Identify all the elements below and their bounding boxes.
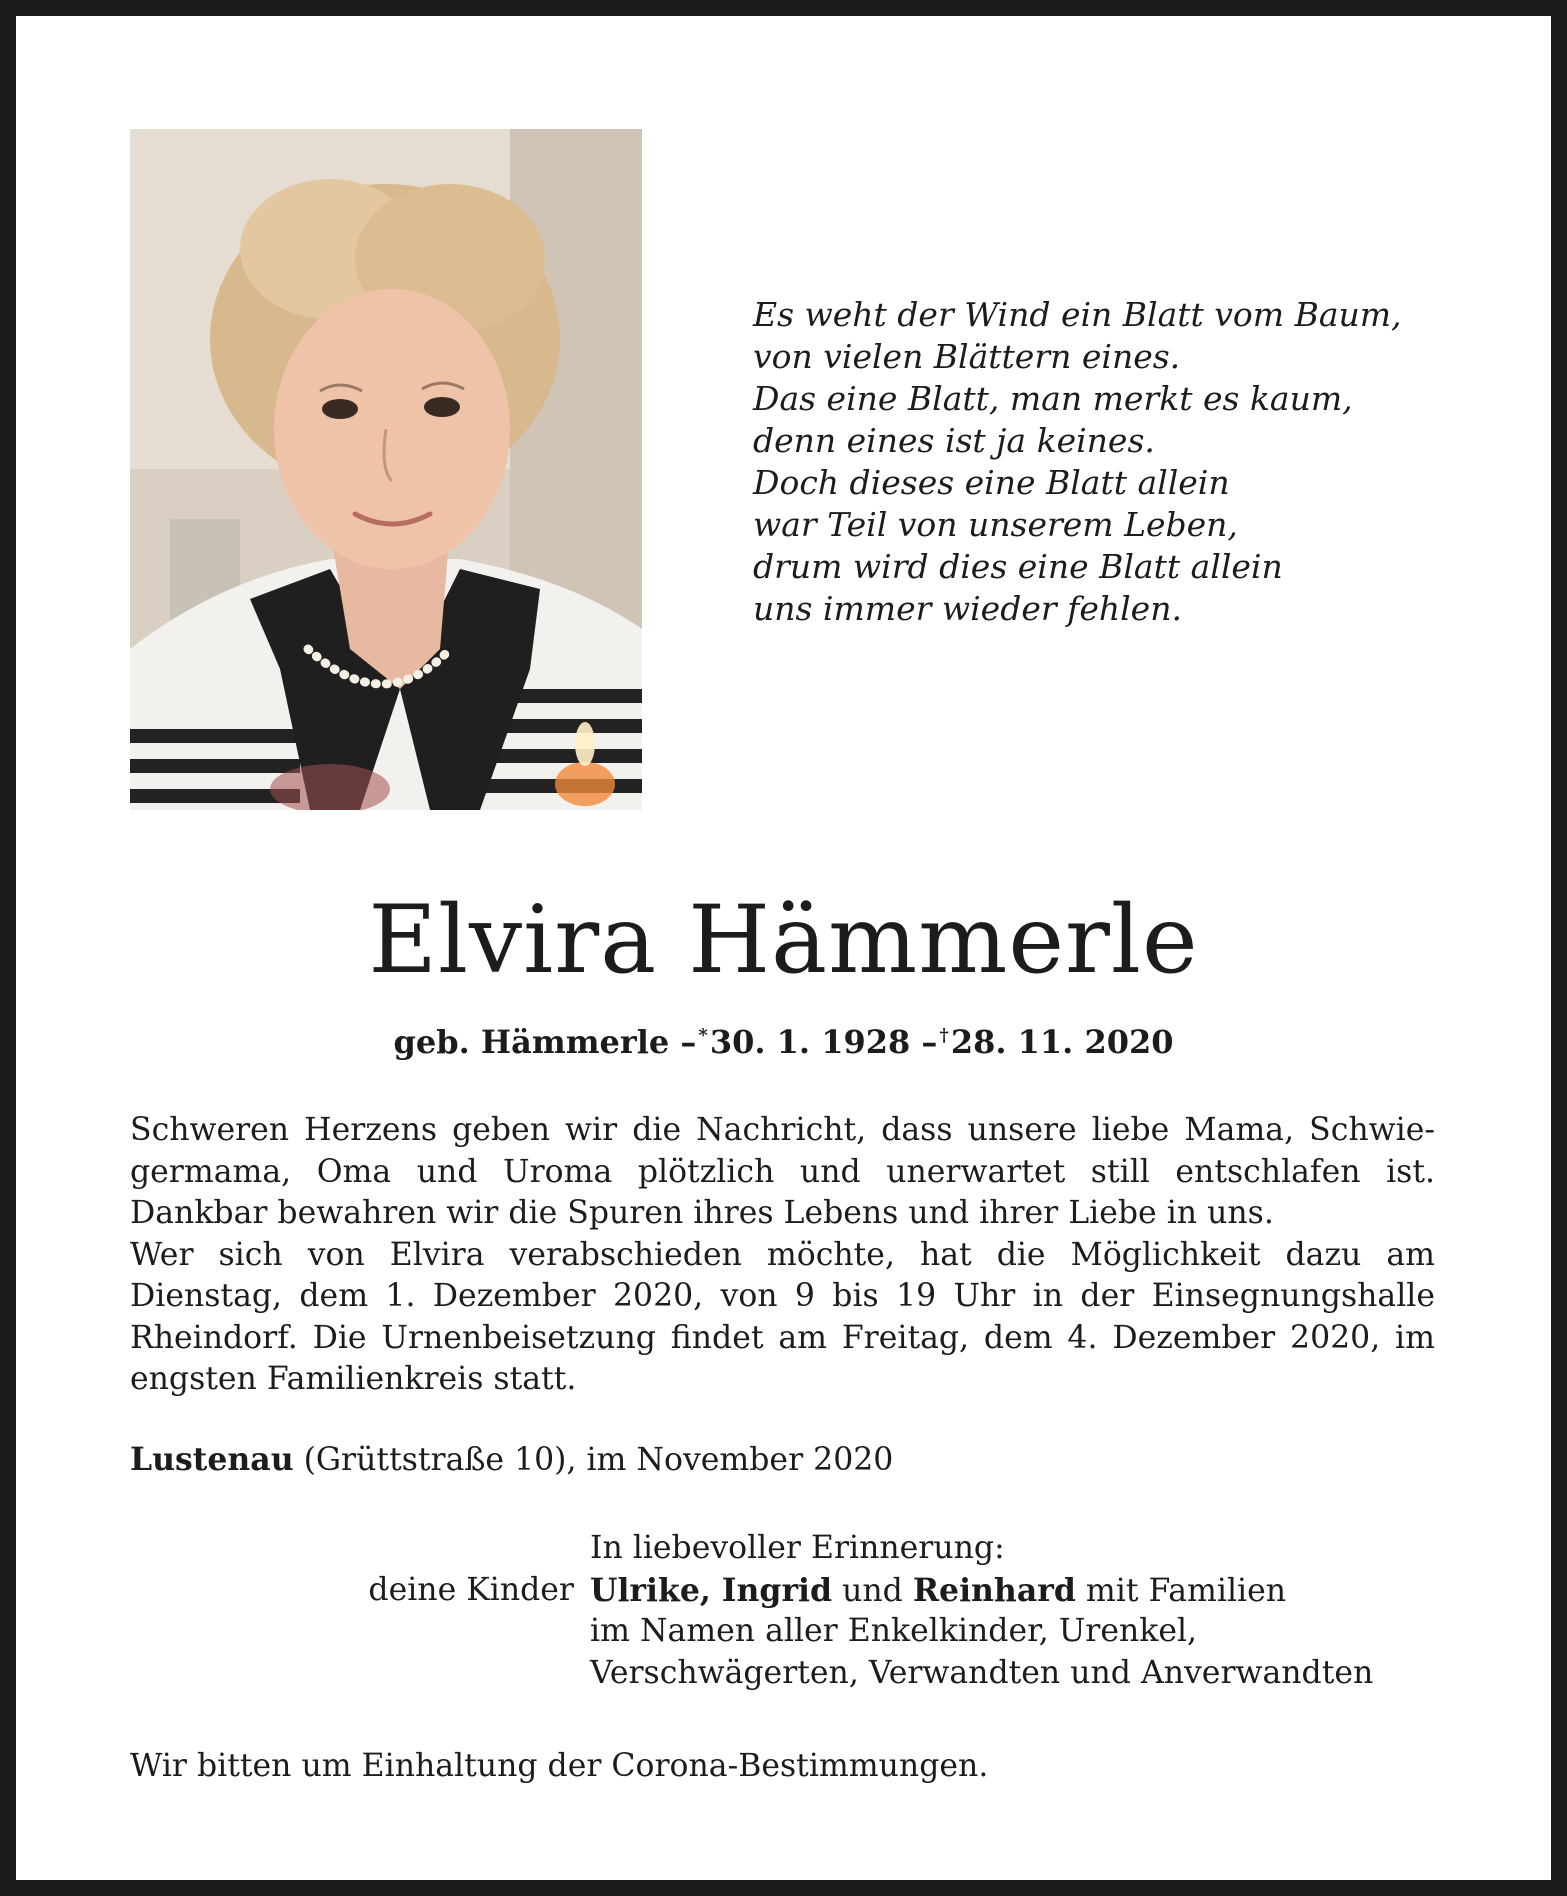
signoff-line: Verschwägerten, Verwandten und Anverwandten (590, 1654, 1374, 1691)
announcement-text (130, 1110, 1435, 1401)
poem-line: war Teil von unserem Leben, (753, 505, 1238, 544)
address: (Grüttstraße 10), im November 2020 (303, 1442, 894, 1478)
obituary-notice (16, 16, 1551, 1880)
with-families: mit Familien (1085, 1572, 1287, 1609)
signoff (16, 1528, 1551, 1694)
announcement-paragraph: Schweren Herzens geben wir die Nachricht, dass unsere liebe Mama, Schwiegermama, Oma und Uroma plötzlich und unerwartet still entschlafen ist. Dankbar bewahren wir die Spuren ihres Lebens und ihrer Liebe in uns. (130, 1112, 1435, 1231)
dash-separator: – (921, 1023, 938, 1061)
deceased-name: Elvira Hämmerle (368, 886, 1199, 995)
poem-line: Doch dieses eine Blatt allein (753, 463, 1230, 502)
closing-note: Wir bitten um Einhaltung der Corona-Bestimmungen. (130, 1748, 989, 1784)
farewell-paragraph: Wer sich von Elvira verabschieden möchte, hat die Möglichkeit dazu am Dienstag, dem 1. Dezember 2020, von 9 bis 19 Uhr in der Einsegnungshalle Rheindorf. Die Urnenbeisetzung findet am Freitag, dem 4. Dezember 2020, im engsten Familienkreis statt. (130, 1236, 1435, 1397)
signoff-line: im Namen aller Enkelkinder, Urenkel, (590, 1613, 1198, 1649)
death-symbol: † (939, 1025, 949, 1046)
poem-line: Das eine Blatt, man merkt es kaum, (753, 379, 1353, 418)
poem-line: uns immer wieder fehlen. (753, 589, 1182, 628)
death-date: 28. 11. 2020 (950, 1023, 1174, 1061)
poem (753, 294, 1402, 630)
place-line (130, 1439, 893, 1481)
child-names: Ulrike, Ingrid (590, 1571, 833, 1609)
portrait-photo (130, 129, 642, 810)
children-names (590, 1570, 1286, 1613)
birth-symbol: * (698, 1025, 708, 1046)
child-name: Reinhard (912, 1571, 1076, 1609)
poem-line: drum wird dies eine Blatt allein (753, 547, 1283, 586)
life-dates (16, 1016, 1551, 1062)
town: Lustenau (130, 1441, 294, 1478)
conjunction: und (842, 1572, 903, 1609)
portrait-image (130, 129, 642, 810)
poem-line: Es weht der Wind ein Blatt vom Baum, (753, 295, 1402, 334)
signoff-intro: In liebevoller Erinnerung: (590, 1530, 1005, 1566)
poem-line: denn eines ist ja keines. (753, 421, 1155, 460)
poem-line: von vielen Blättern eines. (753, 337, 1181, 376)
maiden-name: geb. Hämmerle (393, 1023, 670, 1061)
children-label: deine Kinder (368, 1571, 574, 1608)
dash-separator: – (680, 1023, 697, 1061)
birth-date: 30. 1. 1928 (709, 1023, 911, 1061)
